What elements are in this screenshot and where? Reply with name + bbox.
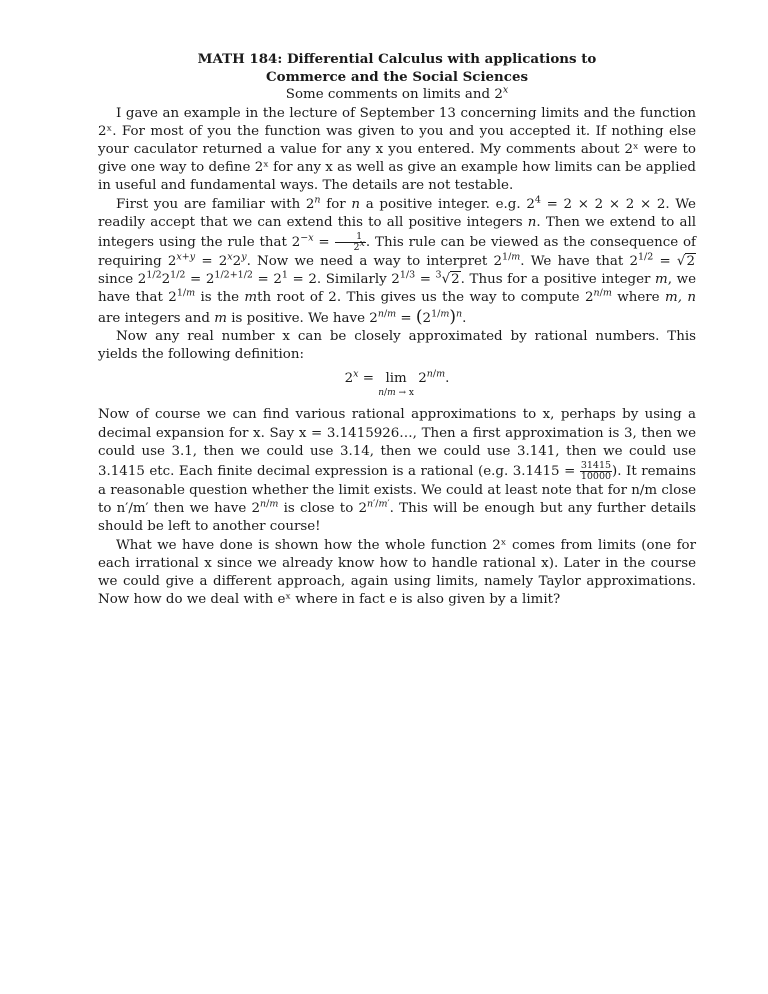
document-title-line2: Commerce and the Social Sciences (265, 69, 529, 86)
document-subtitle: Some comments on limits and 2$^x$ (285, 84, 509, 103)
paragraph-conclusion: What we have done is shown how the whole function 2ˣ comes from limits (one for each irrational x since we already know how to handle rational x). Later in the course we could give a different approach, again using limits, namely Taylor approximations. Now how do we deal with eˣ where in fact e is also given by a limit? (98, 537, 696, 608)
paragraph-decimal: Now of course we can find various rational approximations to x, perhaps by using a decimal expansion for x. Say x = 3.1415926…, Then a first approximation is 3, then we could use 3.1, then we could use 3.14, then we could use 3.141, then we could use 3.1415 etc. Each finite decimal expression is a rational (e.g. 3.1415 = $\frac{31415}{10000}$ ). It remains a reasonable question whether the limit exists. We could at least note that for n/m close to n′/m′ then we have $2^{n/m}$ is close to $2^{n'/m'}$. This will be enough but any further details should be left to another course! (98, 407, 696, 535)
document-title-line1: MATH 184: Differential Calculus with applications to (197, 51, 597, 67)
limit-definition: $2^x = \lim$ n/m → x $2^{n/m}$. (344, 368, 450, 399)
paragraph-integers: First you are familiar with 2$^n$ for n a positive integer. e.g. $2^4 = 2 \times 2 \times 2 \times 2$. We readily accept that we can extend this to all positive integers n. Then we extend to all integers using the rule that $2^{-x}$ = $\frac{1}{2^x}$ . This rule can be viewed as the consequence of requiring $2^{x+y} = 2^x2^y$. Now we need a way to interpret $2^{1/m}$. We have that $2^{1/2} = √2$ since $2^{1/2}2^{1/2} = 2^{1/2+1/2} = 2^1 = 2$. Similarly $2^{1/3} = ^3√2$. Thus for a positive integer m, we have that $2^{1/m}$ is the mth root of 2. This gives us the way to compute $2^{n/m}$ where m, n are integers and m is positive. We have $2^{n/m} = (2^{1/m})^n$. (98, 194, 697, 327)
paragraph-approximation: Now any real number x can be closely approximated by rational numbers. This yields the following definition: (98, 328, 696, 363)
document-page (98, 50, 696, 609)
paragraph-intro: I gave an example in the lecture of September 13 concerning limits and the function 2ˣ. For most of you the function was given to you and you accepted it. If nothing else your caculator returned a value for any x you entered. My comments about 2ˣ were to give one way to define 2ˣ for any x as well as give an example how limits can be applied in useful and fundamental ways. The details are not testable. (98, 105, 696, 194)
